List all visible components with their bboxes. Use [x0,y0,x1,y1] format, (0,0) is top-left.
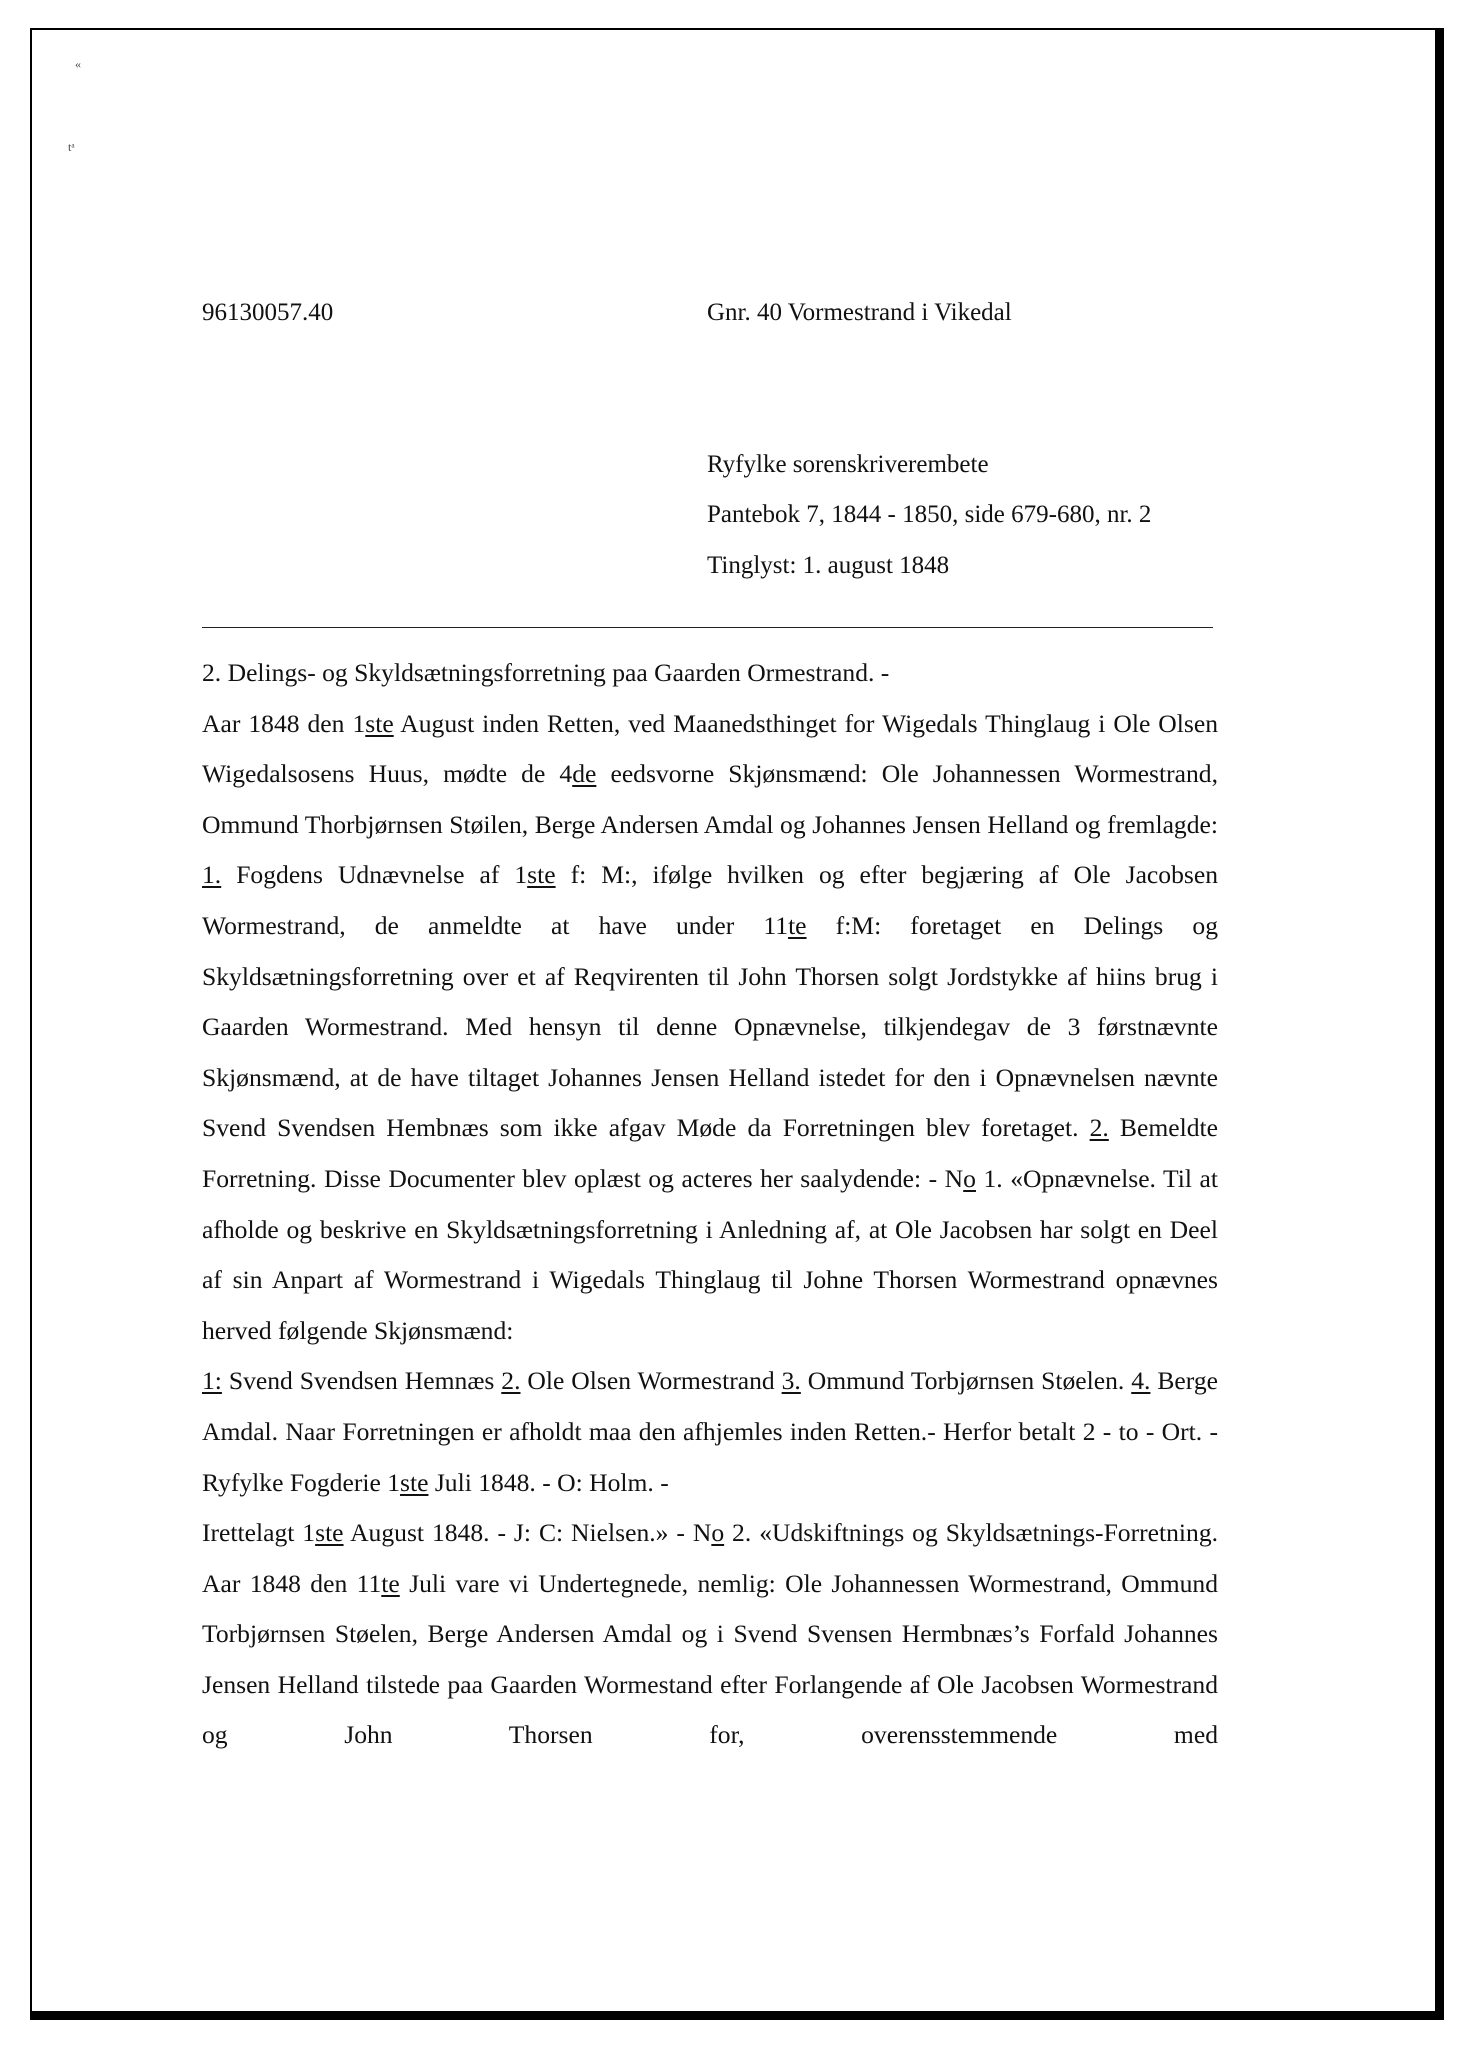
paragraph-1: Aar 1848 den 1ste August inden Retten, ved Maanedsthinget for Wigedals Thinglaug i Ole Olsen Wigedalsosens Huus, mødte de 4de eedsvorne Skjønsmænd: Ole Johannessen Wormestrand, Ommund Thorbjørnsen Støilen, Berge Andersen Amdal og Johannes Jensen Helland og fremlagde: 1. Fogdens Udnævnelse af 1ste f: M:, ifølge hvilken og efter begjæring af Ole Jacobsen Wormestrand, de anmeldte at have under 11te f:M: foretaget en Delings og Skyldsætningsforretning over et af Reqvirenten til John Thorsen solgt Jordstykke af hiins brug i Gaarden Wormestrand. Med hensyn til denne Opnævnelse, tilkjendegav de 3 førstnævnte Skjønsmænd, at de have tiltaget Johannes Jensen Helland istedet for den i Opnævnelsen nævnte Svend Svendsen Hembnæs som ikke afgav Møde da Forretningen blev foretaget. 2. Bemeldte Forretning. Disse Documenter blev oplæst og acteres her saalydende: - No 1. «Opnævnelse. Til at afholde og beskrive en Skyldsætningsforretning i Anledning af, at Ole Jacobsen har solgt en Deel af sin Anpart af Wormestrand i Wigedals Thinglaug til Johne Thorsen Wormestrand opnævnes herved følgende Skjønsmænd: [202,708,1218,1345]
source-reference: Pantebok 7, 1844 - 1850, side 679-680, nr. 2 [707,501,1152,528]
document-body [202,648,1218,1761]
document-number: 96130057.40 [202,299,334,326]
section-title: 2. Delings- og Skyldsætningsforretning paa Gaarden Ormestrand. - [202,658,890,687]
paragraph-3: Irettelagt 1ste August 1848. - J: C: Nielsen.» - No 2. «Udskiftnings og Skyldsætnings-Forretning. Aar 1848 den 11te Juli vare vi Undertegnede, nemlig: Ole Johannessen Wormestrand, Ommund Torbjørnsen Støelen, Berge Andersen Amdal og i Svend Svensen Hermbnæs’s Forfald Johannes Jensen Helland tilstede paa Gaarden Wormestand efter Forlangende af Ole Jacobsen Wormestrand og John Thorsen for, overensstemmende med [202,1518,1219,1750]
divider-line [202,627,1213,628]
office-name: Ryfylke sorenskriverembete [707,451,989,478]
paragraph-2: 1: Svend Svendsen Hemnæs 2. Ole Olsen Wormestrand 3. Ommund Torbjørnsen Støelen. 4. Berge Amdal. Naar Forretningen er afholdt maa den afhjemles inden Retten.- Herfor betalt 2 - to - Ort. - Ryfylke Fogderie 1ste Juli 1848. - O: Holm. - [202,1366,1218,1497]
margin-mark: tᵃ [68,140,75,154]
property-title: Gnr. 40 Vormestrand i Vikedal [707,299,1012,326]
registration-date: Tinglyst: 1. august 1848 [707,552,950,579]
margin-mark: « [75,57,81,71]
